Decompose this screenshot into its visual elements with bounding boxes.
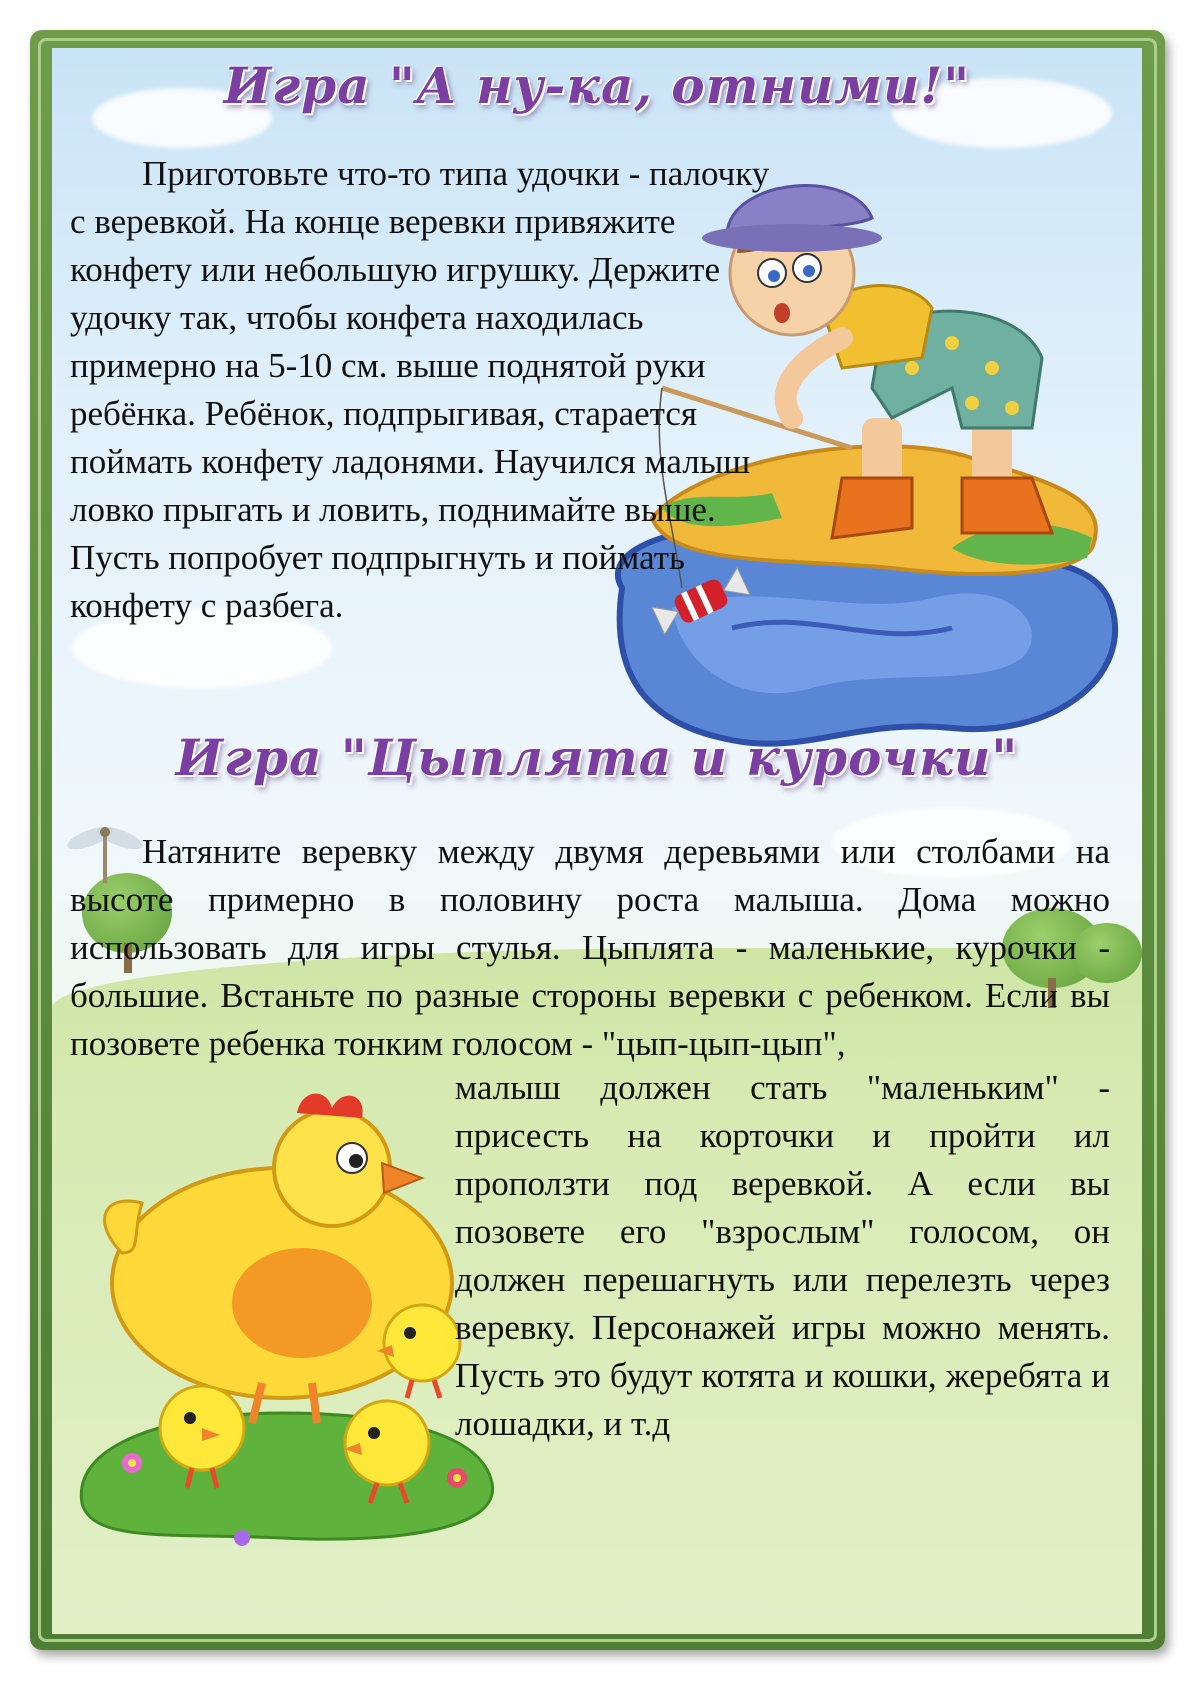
content-panel	[52, 48, 1142, 1634]
hen-and-chicks-illustration	[62, 1083, 512, 1553]
section2-paragraph-bottom: малыш должен стать "маленьким" - присесть на корточки и пройти ил проползти под веревкой. А если вы позовете его "взрослым" голосом, он должен перешагнуть или перелезть через веревку. Персонажей игры можно менять. Пусть это будут котята и кошки, жеребята и лошадки, и т.д	[455, 1068, 1110, 1443]
section2-paragraph-top: Натяните веревку между двумя деревьями или столбами на высоте примерно в половину роста малыша. Дома можно использовать для игры стулья. Цыплята - маленькие, курочки - большие. Встаньте по разные стороны веревки с ребенком. Если вы позовете ребенка тонким голосом - "цып-цып-цып",	[70, 832, 1110, 1063]
section1-text: Приготовьте что-то типа удочки - палочку с веревкой. На конце веревки привяжите конфету или небольшую игрушку. Держите удочку так, чтобы конфета находилась примерно на 5-10 см. выше поднятой руки ребёнка. Ребёнок, подпрыгивая, старается поймать конфету ладонями. Научился малыш ловко прыгать и ловить, поднимайте выше. Пусть попробует подпрыгнуть и поймать конфету с разбега.	[70, 154, 770, 625]
section2-title: Игра "Цыплята и курочки"	[175, 728, 1019, 787]
section1-paragraph	[70, 150, 1030, 650]
section1-title: Игра "А ну-ка, отними!"	[223, 56, 971, 115]
